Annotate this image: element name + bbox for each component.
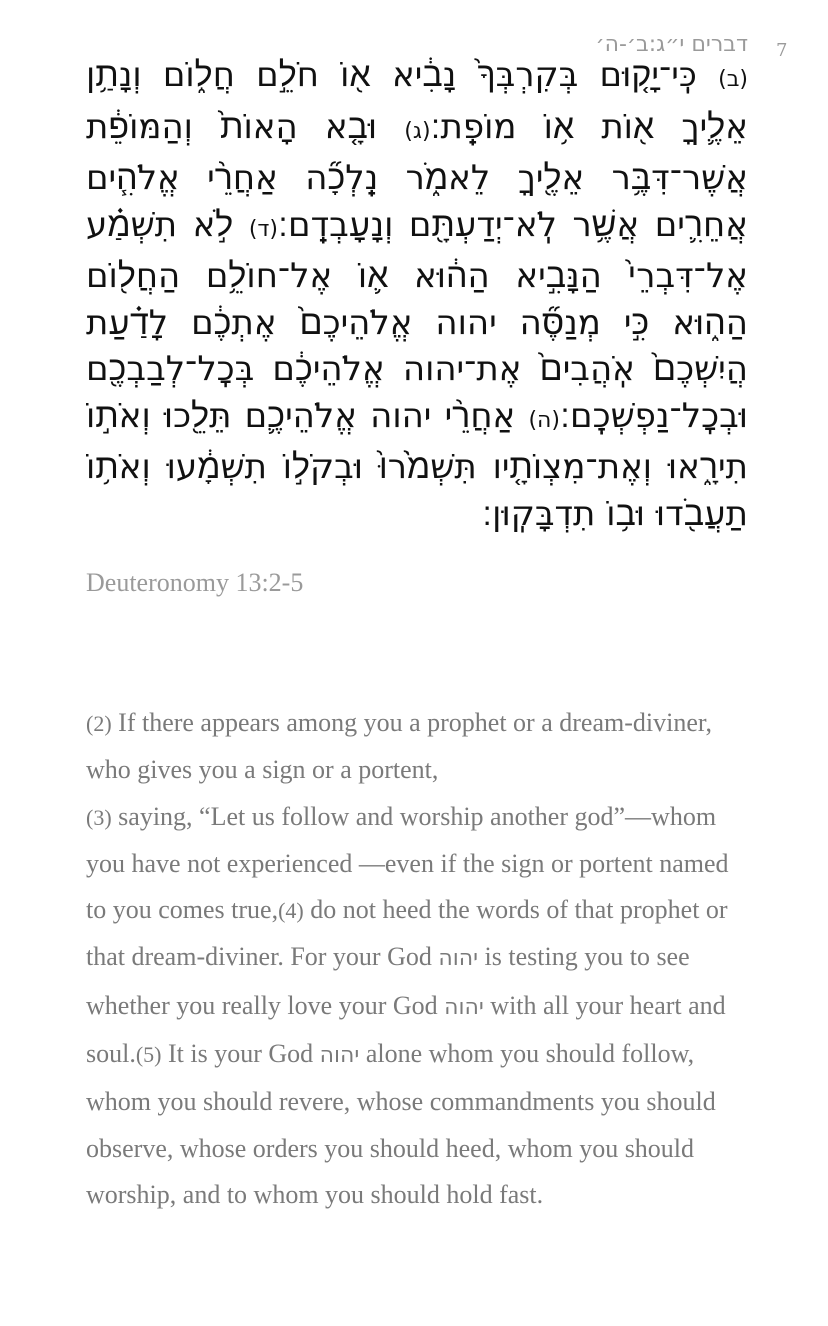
- verse-text: If there appears among you a prophet or a dream-diviner, who gives you a sign or a portent,: [86, 708, 712, 785]
- verse-text: It is your God: [168, 1039, 314, 1069]
- hebrew-verse-number: (ה): [528, 407, 560, 433]
- verse-number: (4): [278, 898, 304, 924]
- verse-text: is testing you to see whether you really love your God: [86, 942, 690, 1020]
- divine-name: יהוה: [444, 994, 484, 1020]
- hebrew-verse-text: לֹ֣א תִשְׁמַ֗ע אֶל־דִּבְרֵי֙ הַנָּבִ֣יא הַה֔וּא א֛וֹ אֶל־חוֹלֵ֥ם הַחֲל֖וֹם הַה֑וּא כִּ֣י מְנַסֶּ֞ה יהוה אֱלֹהֵיכֶם֙ אֶתְכֶ֔ם לָדַ֗עַת הֲיִשְׁכֶם֙ אֹֽהֲבִים֙ אֶת־יהוה אֱלֹהֵיכֶ֔ם בְּכׇל־לְבַבְכֶ֖ם וּבְכׇל־נַפְשְׁכֶֽם׃: [86, 204, 748, 436]
- hebrew-text: [86, 52, 748, 537]
- verse-text: saying, “Let us follow and worship another god”—whom you have not experienced —even if the sign or portent named to you comes true,: [86, 801, 729, 925]
- english-translation: [86, 700, 736, 1218]
- verse-number: (5): [135, 1042, 162, 1068]
- hebrew-verse-number: (ג): [404, 118, 431, 144]
- hebrew-verse-number: (ב): [718, 67, 748, 92]
- hebrew-verse-text: אַחֲרֵ֨י יהוה אֱלֹהֵיכֶ֛ם תֵּלֵ֖כוּ וְאֹת֣וֹ תִירָ֑אוּ וְאֶת־מִצְוֺתָ֤יו תִּשְׁמֹ֙רוּ֙ וּבְקֹל֣וֹ תִשְׁמָ֔עוּ וְאֹת֥וֹ תַעֲבֹ֖דוּ וּב֥וֹ תִדְבָּקֽוּן׃: [86, 395, 748, 534]
- hebrew-verse-number: (ד): [248, 216, 279, 242]
- hebrew-verse-text: כִּֽי־יָק֤וּם בְּקִרְבְּךָ֙ נָבִ֔יא א֖וֹ חֹלֵ֣ם חֲל֑וֹם וְנָתַ֥ן אֵלֶ֛יךָ א֖וֹת א֥וֹ מוֹפֵֽת׃: [86, 55, 749, 147]
- verse-number: (2): [86, 711, 112, 736]
- page-number: 7: [776, 40, 788, 61]
- divine-name: יהוה: [438, 946, 479, 972]
- divine-name: יהוה: [319, 1043, 360, 1069]
- citation: Deuteronomy 13:2-5: [86, 568, 304, 597]
- hebrew-reference: דברים י״ג:ב׳-ה׳: [595, 32, 748, 57]
- hebrew-verse-text: וּבָ֤א הָאוֹת֙ וְהַמּוֹפֵ֔ת אֲשֶׁר־דִּבֶּ֥ר אֵלֶ֖יךָ לֵאמֹ֑ר נֵֽלְכָ֞ה אַחֲרֵ֨י אֱלֹהִ֧ים אֲחֵרִ֛ים אֲשֶׁ֥ר לֹֽא־יְדַעְתָּ֖ם וְנָעָבְדֵֽם׃: [86, 106, 749, 245]
- verse-text: with all your heart and soul.: [86, 990, 726, 1069]
- verse-text: alone whom you should follow, whom you should revere, whose commandments you should observe, whose orders you should heed, whom you should worship, and to whom you should hold fast.: [86, 1039, 716, 1209]
- verse-number: (3): [86, 804, 112, 830]
- verse-text: do not heed the words of that prophet or that dream-diviner. For your God: [86, 895, 728, 972]
